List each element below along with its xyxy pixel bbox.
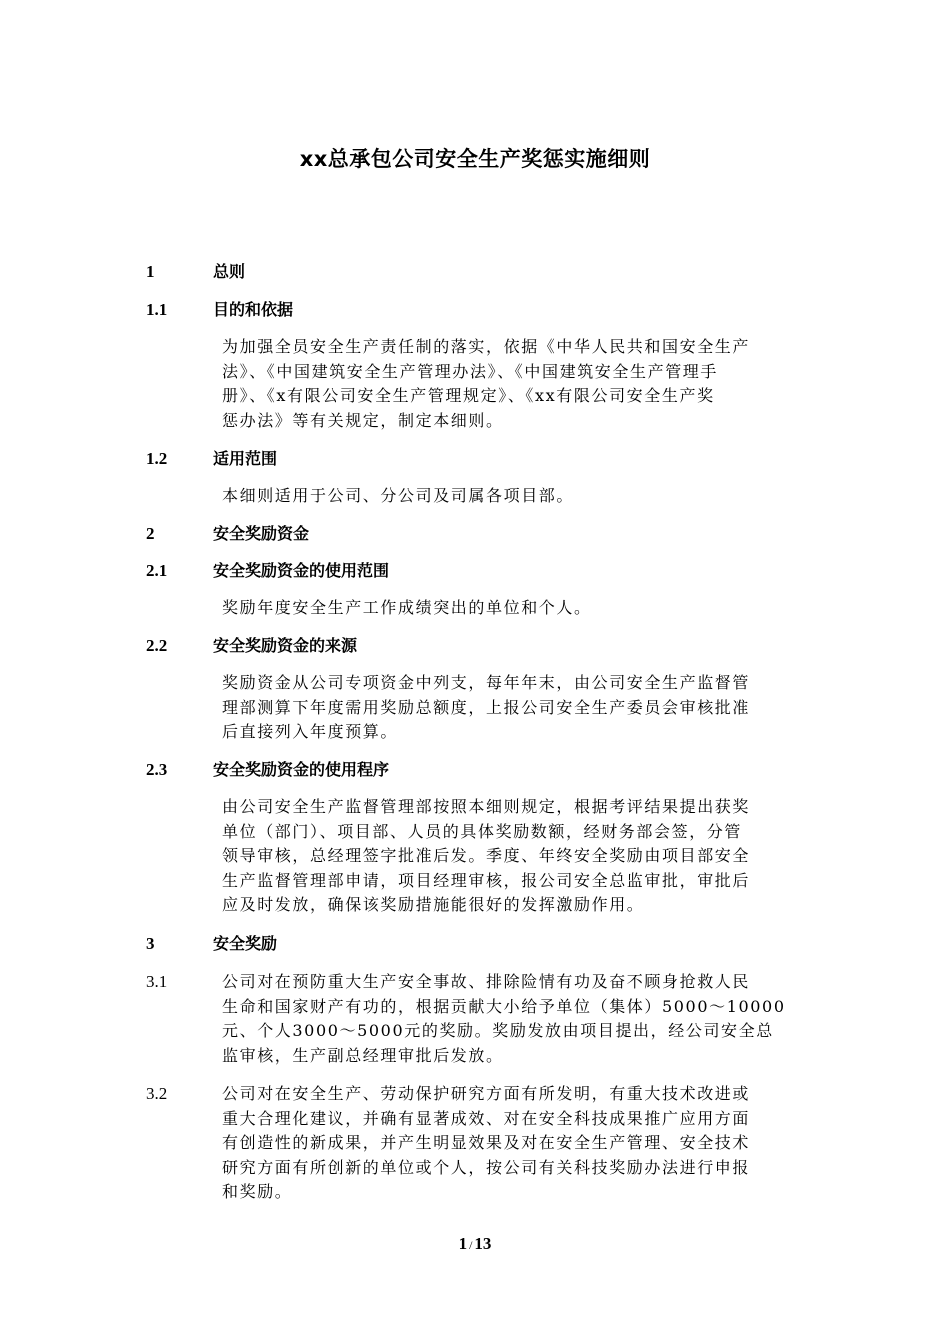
heading-2-2: [0, 633, 950, 659]
paragraph-1-1: [222, 335, 806, 433]
heading-2-3: [0, 757, 950, 783]
paragraph-line: 公司对在预防重大生产安全事故、排除险情有功及奋不顾身抢救人民: [222, 972, 751, 991]
heading-number: 2: [146, 524, 155, 543]
heading-title: 安全奖励: [213, 934, 278, 953]
paragraph-line: 领导审核，总经理签字批准后发。季度、年终安全奖励由项目部安全: [222, 846, 751, 866]
paragraph-line: 册》、《x有限公司安全生产管理规定》、《xx有限公司安全生产奖: [222, 386, 715, 406]
paragraph-line: 由公司安全生产监督管理部按照本细则规定，根据考评结果提出获奖: [222, 797, 751, 816]
paragraph-line: 重大合理化建议，并确有显著成效、对在安全科技成果推广应用方面: [222, 1108, 751, 1128]
paragraph-2-2: [222, 671, 806, 745]
paragraph-line: 生命和国家财产有功的，根据贡献大小给予单位（集体）5000～10000: [222, 996, 786, 1016]
heading-number: 1.1: [146, 300, 168, 319]
paragraph-3-1: [222, 970, 806, 1068]
heading-3: [0, 931, 950, 957]
paragraph-2-3: [222, 795, 806, 918]
paragraph-line: 和奖励。: [222, 1182, 293, 1202]
heading-2: [0, 521, 950, 547]
paragraph-line: 监审核，生产副总经理审批后发放。: [222, 1045, 504, 1065]
total-pages: 13: [474, 1234, 492, 1253]
page-number: [0, 1233, 950, 1256]
heading-number: 3: [146, 934, 155, 953]
item-number-3-2: 3.2: [146, 1084, 168, 1103]
heading-title: 安全奖励资金的使用程序: [213, 760, 390, 779]
heading-1-1: [0, 297, 950, 323]
paragraph-1-2: [222, 484, 806, 509]
paragraph-line: 单位（部门）、项目部、人员的具体奖励数额，经财务部会签，分管: [222, 821, 743, 841]
heading-number: 2.2: [146, 636, 168, 655]
item-number-3-1: 3.1: [146, 972, 168, 991]
current-page: 1: [458, 1234, 468, 1253]
heading-title: 安全奖励资金的来源: [213, 636, 358, 655]
heading-number: 1.2: [146, 449, 168, 468]
paragraph-line: 奖励年度安全生产工作成绩突出的单位和个人。: [222, 598, 592, 617]
heading-title: 安全奖励资金: [213, 524, 310, 543]
paragraph-line: 生产监督管理部申请，项目经理审核，报公司安全总监审批，审批后: [222, 870, 751, 890]
paragraph-line: 后直接列入年度预算。: [222, 722, 399, 742]
paragraph-line: 有创造性的新成果，并产生明显效果及对在安全生产管理、安全技术: [222, 1133, 751, 1153]
page-title: xx总承包公司安全生产奖惩实施细则: [299, 147, 651, 171]
heading-2-1: [0, 558, 950, 584]
paragraph-line: 应及时发放，确保该奖励措施能很好的发挥激励作用。: [222, 895, 645, 915]
page-separator: /: [469, 1238, 473, 1252]
paragraph-line: 公司对在安全生产、劳动保护研究方面有所发明，有重大技术改进或: [222, 1084, 751, 1103]
paragraph-line: 惩办法》等有关规定，制定本细则。: [222, 410, 504, 430]
heading-number: 2.1: [146, 561, 168, 580]
paragraph-line: 法》、《中国建筑安全生产管理办法》、《中国建筑安全生产管理手: [222, 361, 719, 381]
paragraph-line: 元、个人3000～5000元的奖励。奖励发放由项目提出，经公司安全总: [222, 1021, 774, 1041]
heading-number: 1: [146, 262, 155, 281]
heading-title: 适用范围: [213, 449, 278, 468]
paragraph-line: 为加强全员安全生产责任制的落实，依据《中华人民共和国安全生产: [222, 337, 751, 356]
paragraph-3-2: [222, 1082, 806, 1205]
paragraph-line: 研究方面有所创新的单位或个人，按公司有关科技奖励办法进行申报: [222, 1157, 751, 1177]
heading-title: 安全奖励资金的使用范围: [213, 561, 390, 580]
heading-title: 目的和依据: [213, 300, 294, 319]
heading-1-2: [0, 446, 950, 472]
paragraph-line: 本细则适用于公司、分公司及司属各项目部。: [222, 486, 575, 505]
paragraph-2-1: [222, 596, 806, 621]
heading-title: 总则: [213, 262, 246, 281]
heading-number: 2.3: [146, 760, 168, 779]
heading-1: [0, 259, 950, 285]
paragraph-line: 理部测算下年度需用奖励总额度，上报公司安全生产委员会审核批准: [222, 697, 751, 717]
paragraph-line: 奖励资金从公司专项资金中列支，每年年末，由公司安全生产监督管: [222, 673, 751, 692]
